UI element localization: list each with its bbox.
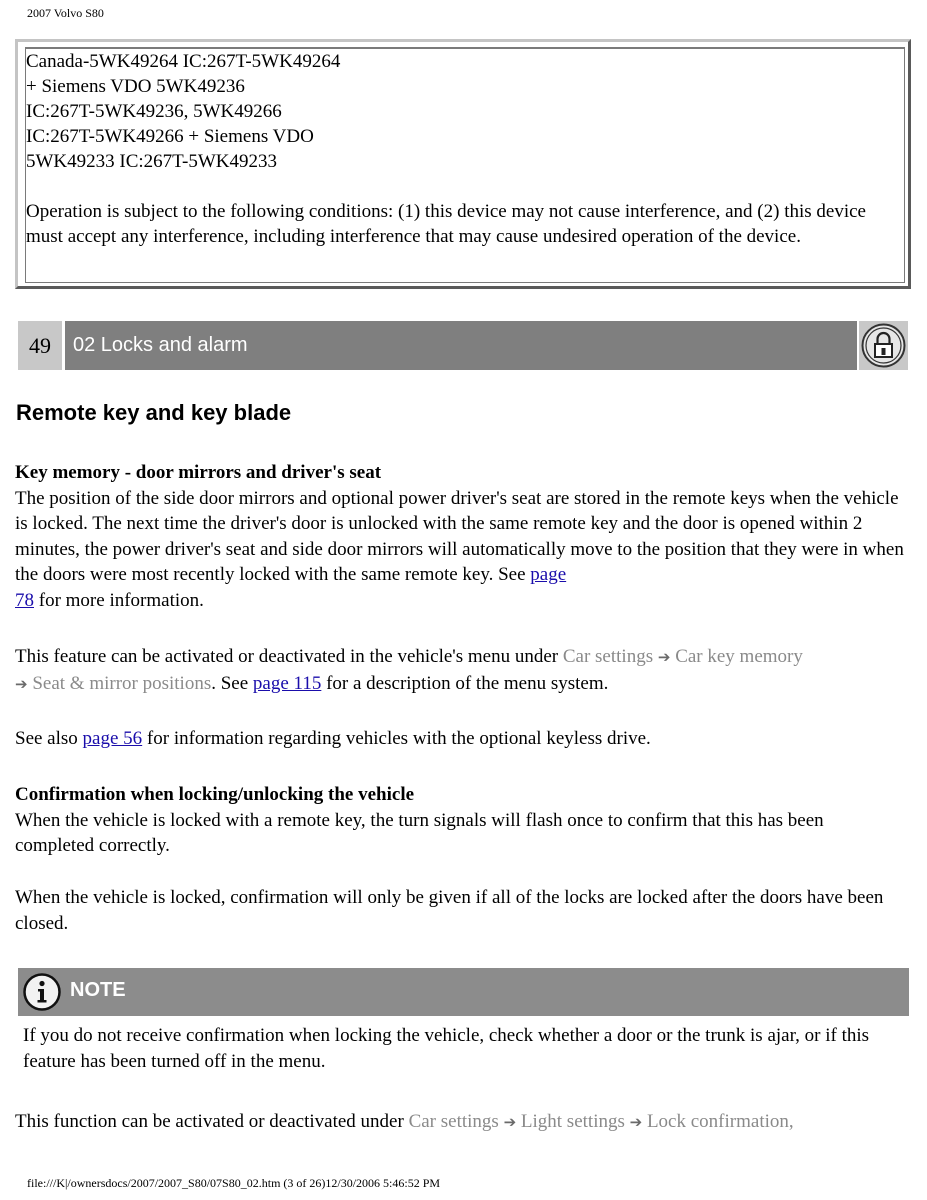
page-115-link[interactable]: page 115 (252, 672, 322, 694)
key-memory-text-end: for more information. (34, 589, 204, 611)
certification-lines (26, 49, 906, 174)
arrow-right-icon: ➔ (629, 1113, 643, 1131)
section-title: Remote key and key blade (16, 400, 292, 425)
function-menu-paragraph (15, 1109, 920, 1136)
note-bar (18, 968, 909, 1016)
key-memory-section (15, 460, 915, 613)
note-text (23, 1023, 903, 1074)
feature-text-end: for a description of the menu system. (321, 672, 609, 694)
cert-line: 5WK49233 IC:267T-5WK49233 (26, 151, 278, 172)
chapter-title: 02 Locks and alarm (65, 321, 857, 370)
menu-path-car-settings: Car settings (562, 646, 654, 667)
cert-line: IC:267T-5WK49236, 5WK49266 (26, 101, 282, 122)
note-label: NOTE (70, 979, 126, 1001)
page-78-link-part1: page (530, 564, 567, 585)
certification-conditions: Operation is subject to the following conditions: (1) this device may not cause interference, and (2) this device must accept any interference, including interference that may cause undesired operation of the device. (26, 201, 866, 247)
function-text-start: This function can be activated or deactivated under (15, 1111, 409, 1132)
menu-path-seat-mirror: Seat & mirror positions (32, 672, 212, 694)
key-memory-text: The position of the side door mirrors and optional power driver's seat are stored in the remote keys when the vehicle is locked. The next time the driver's door is unlocked with the same remote key and the door is opened within 2 minutes, the power driver's seat and side door mirrors will automatically move to the position that they were in when the doors were most recently locked with the same remote key. See (15, 487, 904, 585)
menu-path-lock-confirmation: Lock confirmation, (646, 1111, 794, 1132)
page-78-link-part2: 78 (15, 589, 34, 611)
confirmation-section (15, 782, 895, 859)
see-also-text-end: for information regarding vehicles with the optional keyless drive. (142, 728, 651, 749)
see-also-paragraph (15, 726, 915, 752)
feature-menu-paragraph (15, 644, 915, 697)
confirmation-text-1: When the vehicle is locked with a remote key, the turn signals will flash once to confirm that this has been completed correctly. (15, 809, 824, 856)
chapter-icon-cell (859, 321, 908, 370)
menu-path-car-settings: Car settings (408, 1111, 499, 1132)
confirmation-text-2: When the vehicle is locked, confirmation will only be given if all of the locks are locked after the doors have been closed. (15, 887, 884, 934)
menu-path-light-settings: Light settings (520, 1111, 625, 1132)
confirmation-heading: Confirmation when locking/unlocking the vehicle (15, 784, 415, 805)
arrow-right-icon: ➔ (503, 1113, 517, 1131)
feature-text-mid: . See (211, 672, 253, 694)
confirmation-paragraph-2 (15, 885, 905, 936)
cert-line: Canada-5WK49264 IC:267T-5WK49264 (26, 51, 341, 72)
see-also-text-start: See also (15, 728, 83, 749)
chapter-page-number: 49 (18, 321, 62, 370)
certification-text (26, 49, 906, 249)
key-memory-heading: Key memory - door mirrors and driver's seat (15, 462, 382, 483)
menu-path-car-key-memory: Car key memory (675, 646, 803, 667)
page-header: 2007 Volvo S80 (27, 6, 104, 20)
page-footer: file:///K|/ownersdocs/2007/2007_S80/07S80_02.htm (3 of 26)12/30/2006 5:46:52 PM (27, 1176, 441, 1190)
arrow-right-icon: ➔ (657, 648, 671, 666)
lock-icon (859, 321, 908, 370)
cert-line: IC:267T-5WK49266 + Siemens VDO (26, 126, 314, 147)
info-icon (22, 972, 62, 1012)
note-body: If you do not receive confirmation when locking the vehicle, check whether a door or the trunk is ajar, or if this feature has been turned off in the menu. (23, 1025, 870, 1072)
cert-line: + Siemens VDO 5WK49236 (26, 76, 245, 97)
arrow-right-icon: ➔ (15, 674, 28, 693)
feature-text-start: This feature can be activated or deactivated in the vehicle's menu under (15, 646, 563, 667)
page-56-link[interactable]: page 56 (82, 728, 143, 749)
